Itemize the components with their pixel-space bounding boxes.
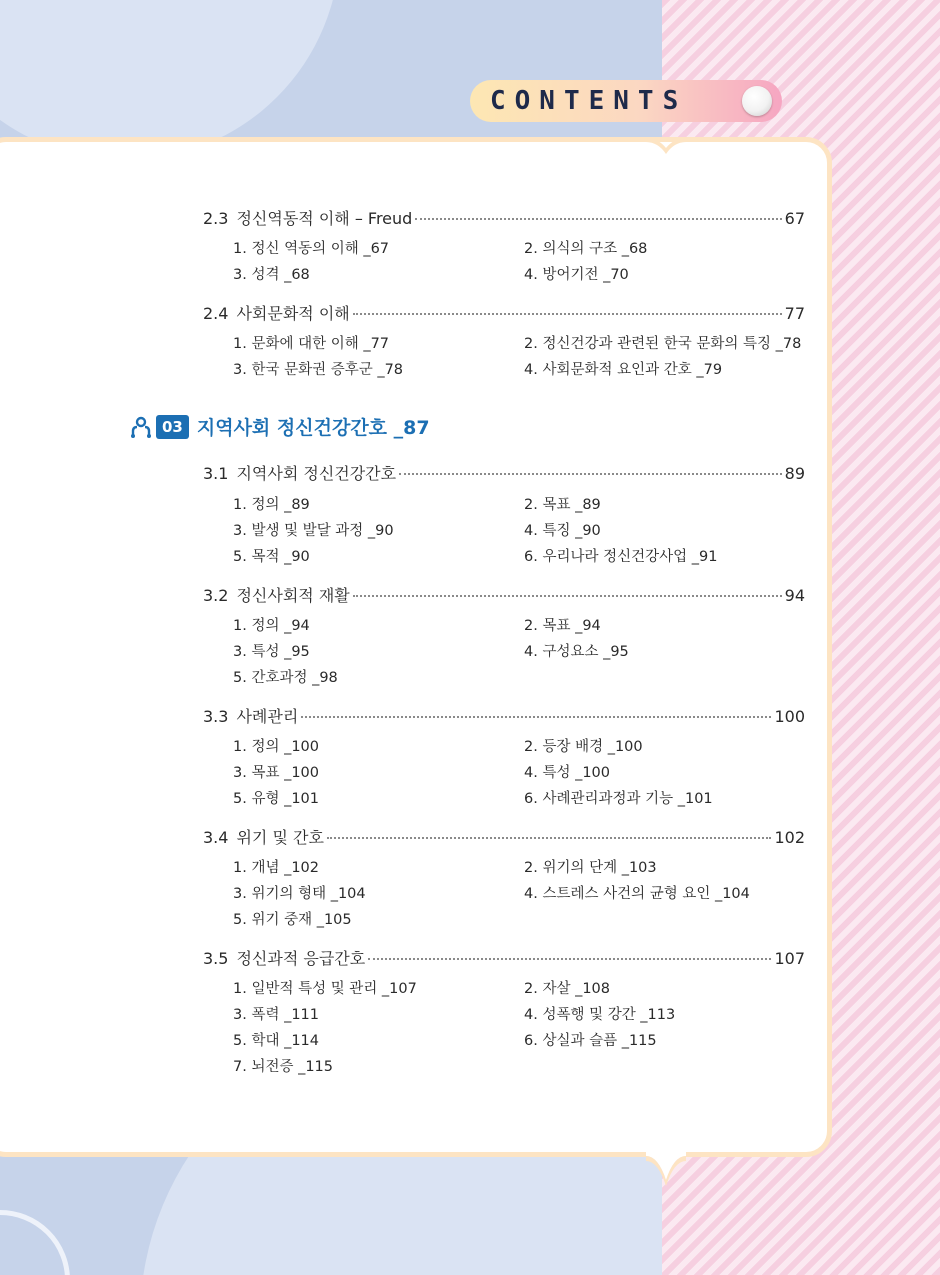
toc-item[interactable]: 5. 학대 _114	[233, 1033, 319, 1049]
toc-item[interactable]: 4. 사회문화적 요인과 간호 _79	[524, 362, 723, 378]
section-title: 사회문화적 이해	[236, 304, 350, 323]
toc-item[interactable]: 1. 문화에 대한 이해 _77	[233, 336, 390, 352]
dot-leader	[353, 595, 782, 597]
toc-item[interactable]: 3. 발생 및 발달 과정 _90	[233, 523, 394, 539]
toc-item[interactable]: 3. 위기의 형태 _104	[233, 886, 366, 902]
section-number: 2.4	[203, 304, 229, 323]
section-title: 정신과적 응급간호	[236, 949, 366, 968]
section-number: 3.5	[203, 949, 229, 968]
toc-item[interactable]: 2. 의식의 구조 _68	[524, 241, 648, 257]
section-number: 2.3	[203, 209, 229, 228]
toc-item[interactable]: 6. 우리나라 정신건강사업 _91	[524, 549, 718, 565]
section-title: 위기 및 간호	[236, 828, 324, 847]
section-3-1-heading[interactable]	[203, 461, 805, 484]
section-title: 사례관리	[236, 707, 299, 726]
toc-item[interactable]: 4. 구성요소 _95	[524, 644, 629, 660]
toc-item[interactable]: 4. 특성 _100	[524, 765, 610, 781]
toc-item[interactable]: 1. 정신 역동의 이해 _67	[233, 241, 390, 257]
section-page: 77	[784, 304, 805, 323]
dot-leader	[353, 313, 782, 315]
section-page: 67	[784, 209, 805, 228]
section-page: 89	[784, 464, 805, 483]
dot-leader	[399, 473, 782, 475]
section-3-5-heading[interactable]	[203, 946, 805, 969]
contents-title: CONTENTS	[490, 86, 688, 116]
toc-item[interactable]: 5. 간호과정 _98	[233, 670, 338, 686]
toc-item[interactable]: 2. 위기의 단계 _103	[524, 860, 657, 876]
toc-item[interactable]: 4. 특징 _90	[524, 523, 601, 539]
section-title: 지역사회 정신건강간호	[236, 464, 397, 483]
section-3-2-heading[interactable]	[203, 583, 805, 606]
section-page: 100	[774, 707, 805, 726]
section-page: 107	[774, 949, 805, 968]
section-page: 102	[774, 828, 805, 847]
dot-leader	[327, 837, 772, 839]
section-number: 3.4	[203, 828, 229, 847]
toc-item[interactable]: 2. 등장 배경 _100	[524, 739, 643, 755]
person-group-icon	[130, 415, 152, 439]
section-number: 3.3	[203, 707, 229, 726]
toc-item[interactable]: 3. 한국 문화권 증후군 _78	[233, 362, 404, 378]
toc-item[interactable]: 1. 일반적 특성 및 관리 _107	[233, 981, 417, 997]
dot-leader	[415, 218, 781, 220]
section-3-3-heading[interactable]	[203, 704, 805, 727]
toc-item[interactable]: 3. 성격 _68	[233, 267, 310, 283]
toc-item[interactable]: 7. 뇌전증 _115	[233, 1059, 333, 1075]
toc-item[interactable]: 2. 정신건강과 관련된 한국 문화의 특징 _78	[524, 336, 802, 352]
toc-item[interactable]: 2. 자살 _108	[524, 981, 610, 997]
section-2-3-heading[interactable]	[203, 206, 805, 229]
chapter-03-heading[interactable]	[130, 413, 430, 440]
toc-item[interactable]: 1. 정의 _89	[233, 497, 310, 513]
dot-leader	[301, 716, 771, 718]
toc-item[interactable]: 3. 폭력 _111	[233, 1007, 319, 1023]
toc-item[interactable]: 3. 목표 _100	[233, 765, 319, 781]
toc-item[interactable]: 4. 성폭행 및 강간 _113	[524, 1007, 676, 1023]
toc-item[interactable]: 4. 방어기전 _70	[524, 267, 629, 283]
section-2-4-heading[interactable]	[203, 301, 805, 324]
toc-item[interactable]: 1. 정의 _100	[233, 739, 319, 755]
toc-item[interactable]: 5. 위기 중재 _105	[233, 912, 352, 928]
section-page: 94	[784, 586, 805, 605]
dot-leader	[368, 958, 771, 960]
toc-item[interactable]: 2. 목표 _89	[524, 497, 601, 513]
toc-item[interactable]: 5. 목적 _90	[233, 549, 310, 565]
toc-item[interactable]: 6. 사례관리과정과 기능 _101	[524, 791, 713, 807]
section-number: 3.1	[203, 464, 229, 483]
toc-item[interactable]: 4. 스트레스 사건의 균형 요인 _104	[524, 886, 750, 902]
section-number: 3.2	[203, 586, 229, 605]
toc-item[interactable]: 3. 특성 _95	[233, 644, 310, 660]
toc-item[interactable]: 1. 정의 _94	[233, 618, 310, 634]
toc-item[interactable]: 1. 개념 _102	[233, 860, 319, 876]
toc-item[interactable]: 2. 목표 _94	[524, 618, 601, 634]
chapter-title: 지역사회 정신건강간호 _87	[196, 417, 430, 439]
section-3-4-heading[interactable]	[203, 825, 805, 848]
toc-item[interactable]: 6. 상실과 슬픔 _115	[524, 1033, 657, 1049]
chapter-number-badge: 03	[156, 415, 189, 439]
toc-item[interactable]: 5. 유형 _101	[233, 791, 319, 807]
section-title: 정신역동적 이해 – Freud	[236, 209, 413, 228]
section-title: 정신사회적 재활	[236, 586, 350, 605]
